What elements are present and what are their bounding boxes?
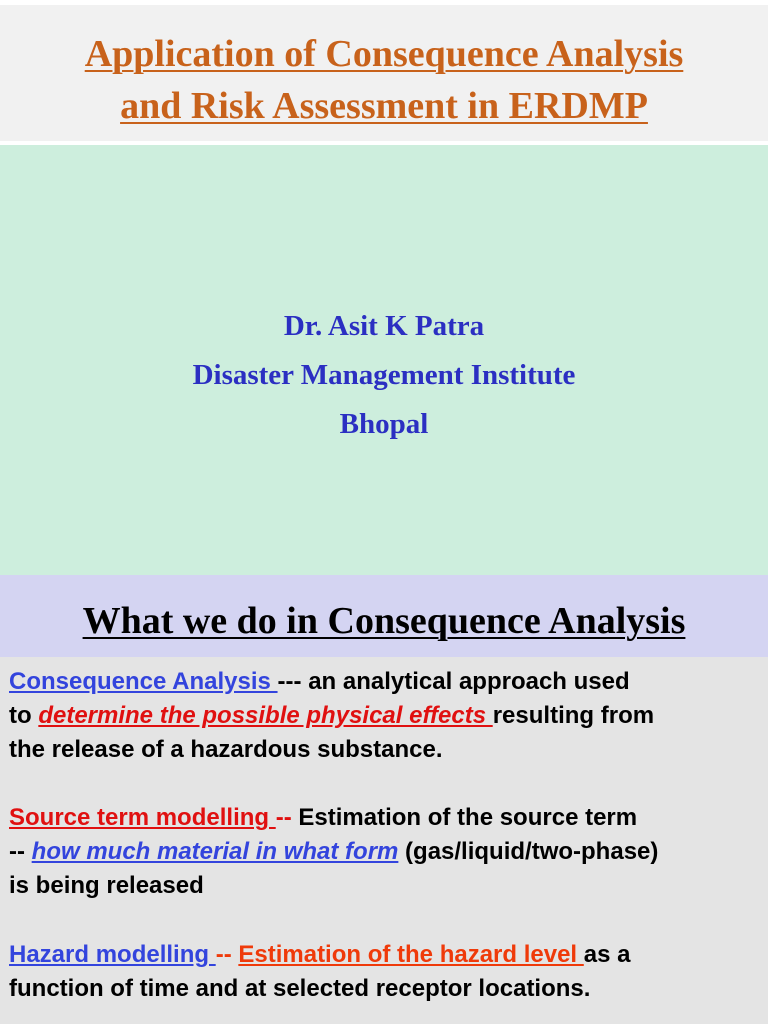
slide1-title-line2: and Risk Assessment in ERDMP	[120, 85, 648, 127]
p2-text-c: (gas/liquid/two-phase)	[398, 838, 659, 865]
slide1-title-band	[0, 5, 768, 141]
p2-emphasis: how much material in what form	[31, 838, 399, 865]
p3-row2	[9, 972, 768, 1006]
p2-text-b: --	[9, 838, 32, 865]
p1-sep: ---	[277, 668, 302, 695]
paragraph-consequence-analysis	[9, 665, 768, 767]
p1-row2	[9, 699, 768, 733]
p2-text-d: is being released	[9, 872, 204, 899]
slide1-title-line1: Application of Consequence Analysis	[84, 33, 684, 75]
p3-row1	[9, 938, 768, 972]
p3-emphasis: Estimation of the hazard level	[238, 941, 584, 968]
slide2-body	[0, 657, 768, 1024]
term-hazard-modelling: Hazard modelling	[9, 941, 216, 968]
p3-text-b: as a	[583, 941, 631, 968]
paragraph-source-term-modelling	[9, 801, 768, 903]
paragraph-hazard-modelling	[9, 938, 768, 1006]
p2-text-a: Estimation of the source term	[291, 804, 638, 831]
p1-row1	[9, 665, 768, 699]
p2-sep: --	[275, 804, 292, 831]
slide2-title-band	[0, 575, 768, 657]
p1-text-d: the release of a hazardous substance.	[9, 736, 443, 763]
term-consequence-analysis: Consequence Analysis	[9, 668, 278, 695]
p3-text-c: function of time and at selected receptor locations.	[9, 975, 591, 1002]
p1-text-b: to	[9, 702, 39, 729]
p2-row1	[9, 801, 768, 835]
author-institute: Disaster Management Institute	[192, 359, 576, 391]
p1-text-c: resulting from	[492, 702, 655, 729]
p1-text-a: an analytical approach used	[301, 668, 630, 695]
author-name: Dr. Asit K Patra	[283, 310, 485, 342]
p2-row3	[9, 869, 768, 903]
p2-row2	[9, 835, 768, 869]
slide2-title: What we do in Consequence Analysis	[82, 600, 686, 642]
author-city: Bhopal	[339, 408, 429, 440]
term-source-term-modelling: Source term modelling	[9, 804, 276, 831]
p3-sep: --	[215, 941, 232, 968]
slide1-author-block	[0, 145, 768, 575]
p1-row3	[9, 733, 768, 767]
p1-emphasis: determine the possible physical effects	[38, 702, 493, 729]
